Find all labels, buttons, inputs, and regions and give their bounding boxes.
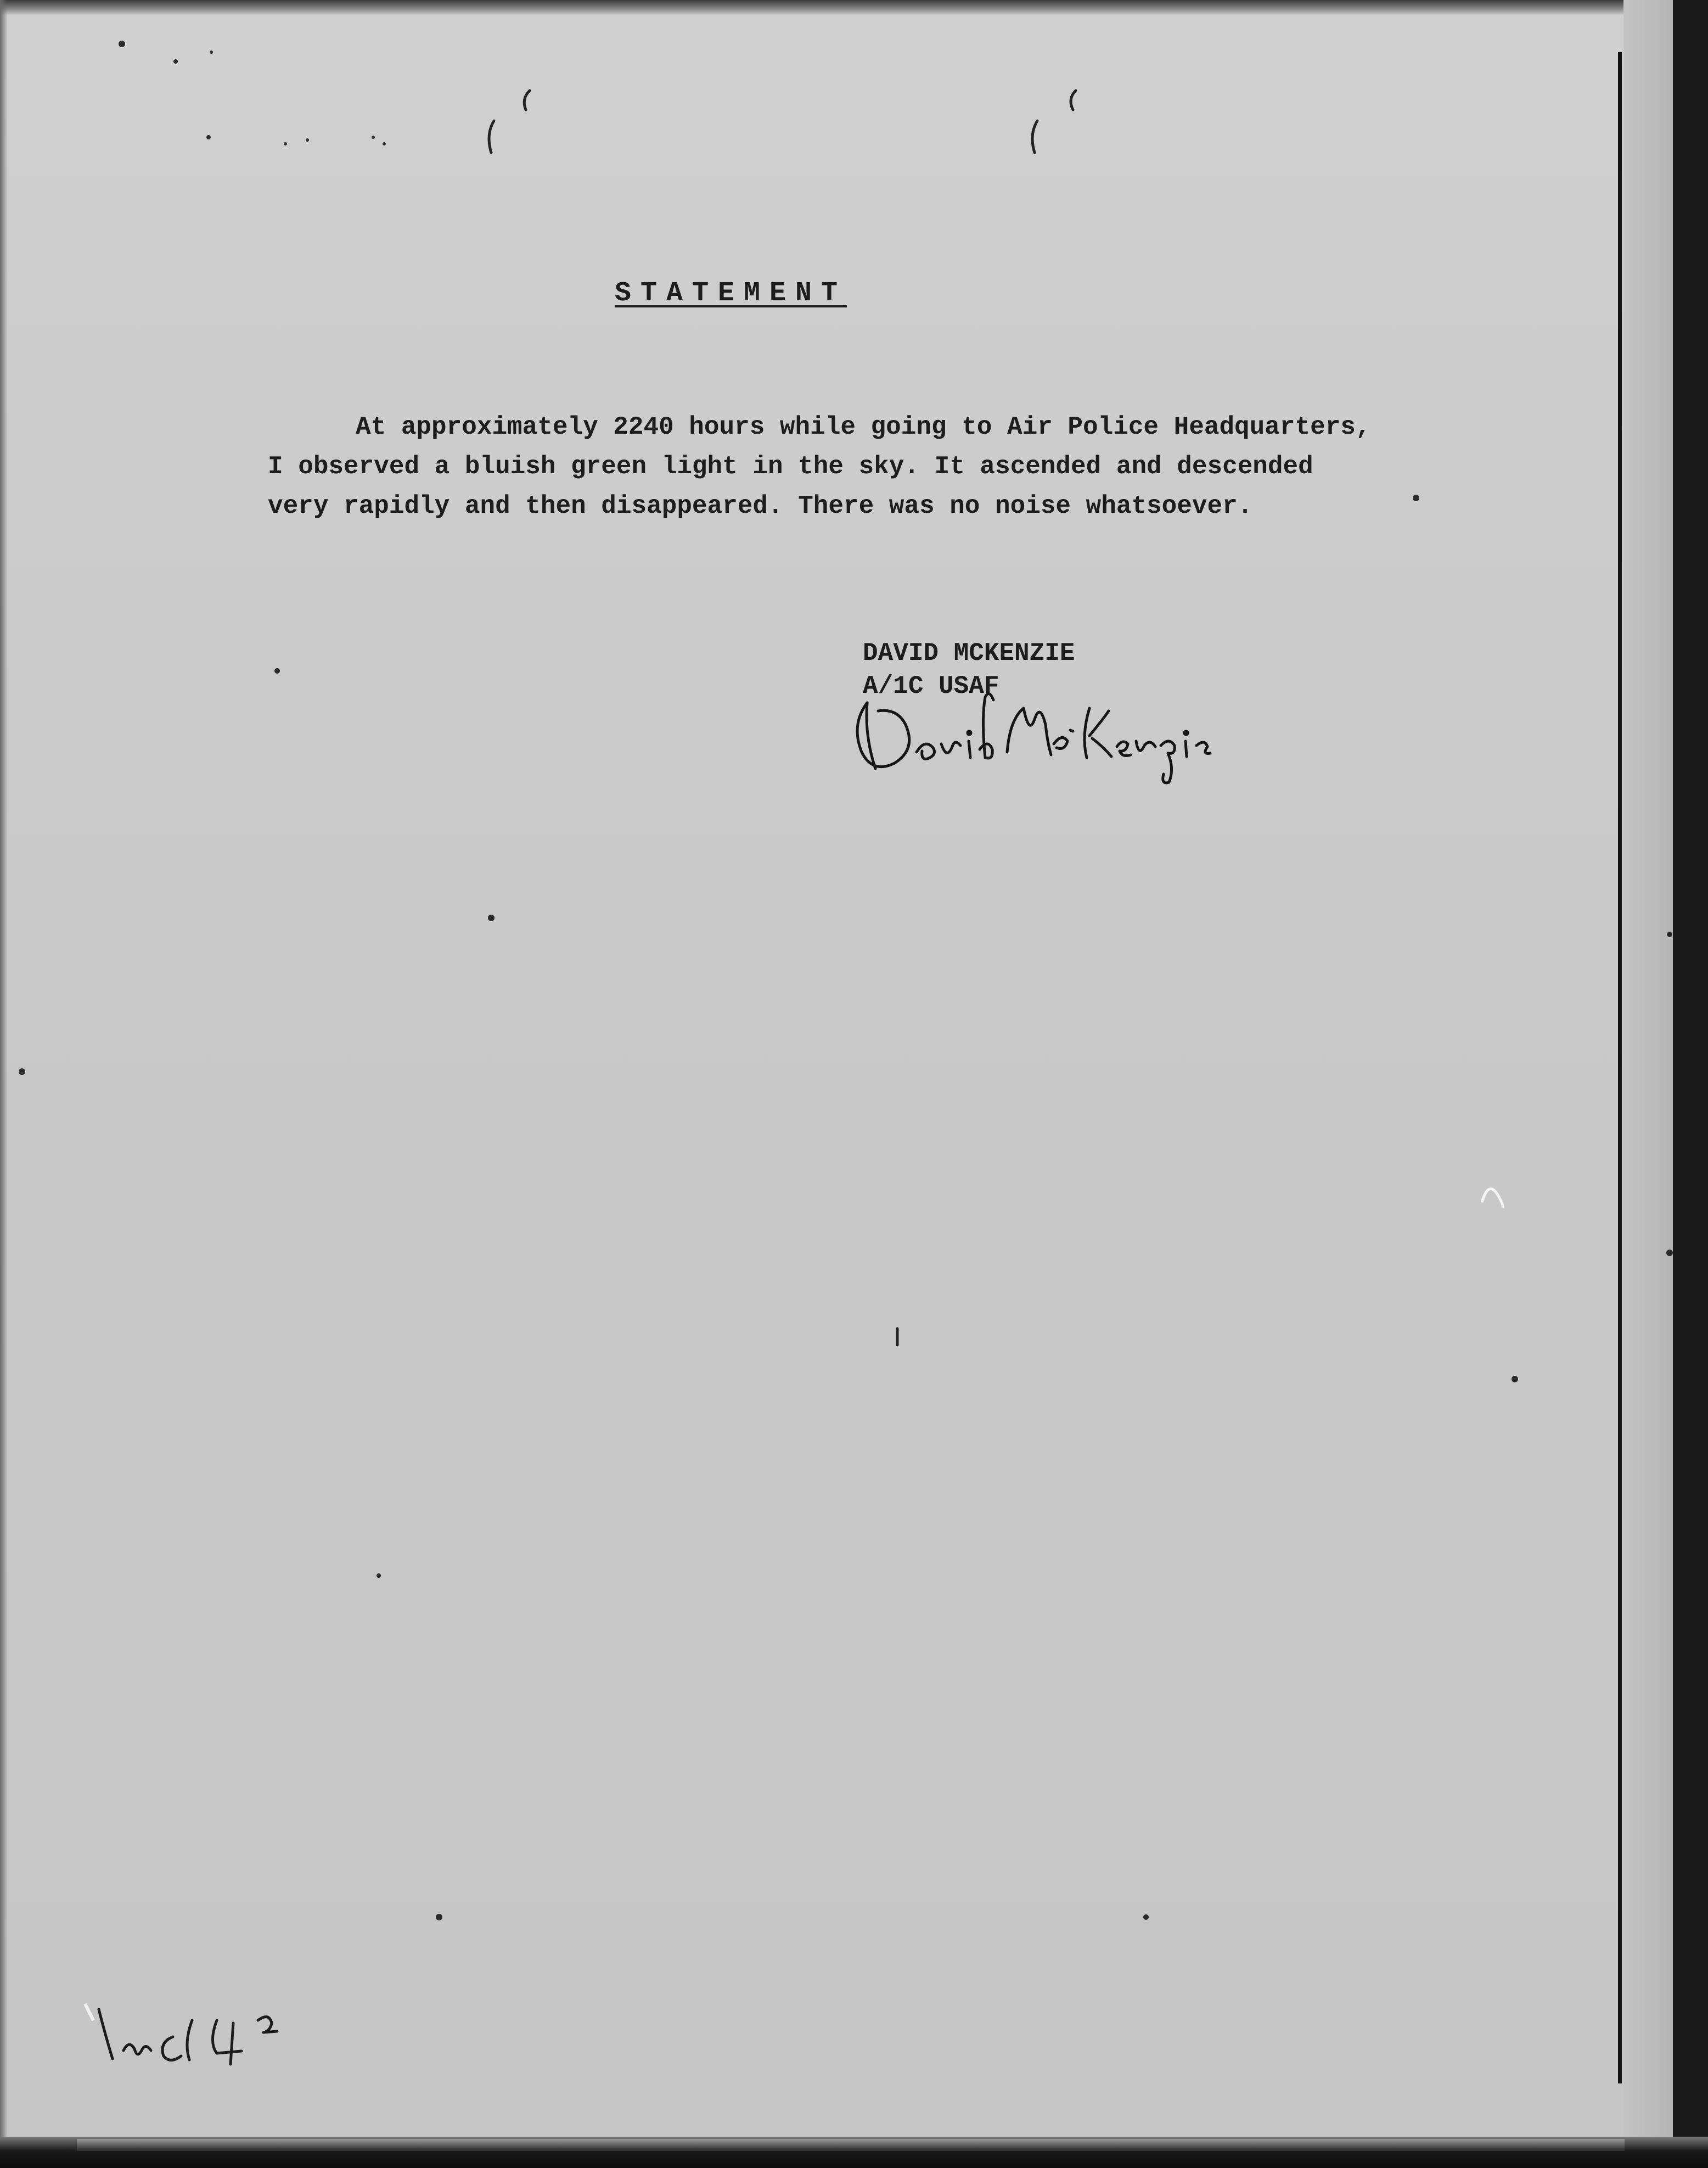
scan-edge-top <box>0 0 1708 15</box>
signer-name: DAVID MCKENZIE <box>863 639 1075 668</box>
statement-paragraph <box>268 407 1481 526</box>
scan-edge-right-line <box>1618 52 1622 2083</box>
statement-line-3: very rapidly and then disappeared. There was no noise whatsoever. <box>268 492 1253 520</box>
scan-edge-left <box>0 0 8 2168</box>
scan-edge-right-margin <box>1623 0 1673 2168</box>
statement-line-2: I observed a bluish green light in the sky. It ascended and descended <box>268 452 1313 481</box>
handwritten-signature <box>845 686 1328 785</box>
scan-edge-bottom-strip <box>77 2139 1625 2151</box>
scan-edge-right-border <box>1673 0 1708 2168</box>
handwritten-margin-note <box>82 1998 368 2075</box>
statement-line-1: At approximately 2240 hours while going to Air Police Headquarters, <box>356 413 1371 441</box>
signer-rank: A/1C USAF <box>863 672 999 701</box>
document-title: STATEMENT <box>615 278 847 309</box>
